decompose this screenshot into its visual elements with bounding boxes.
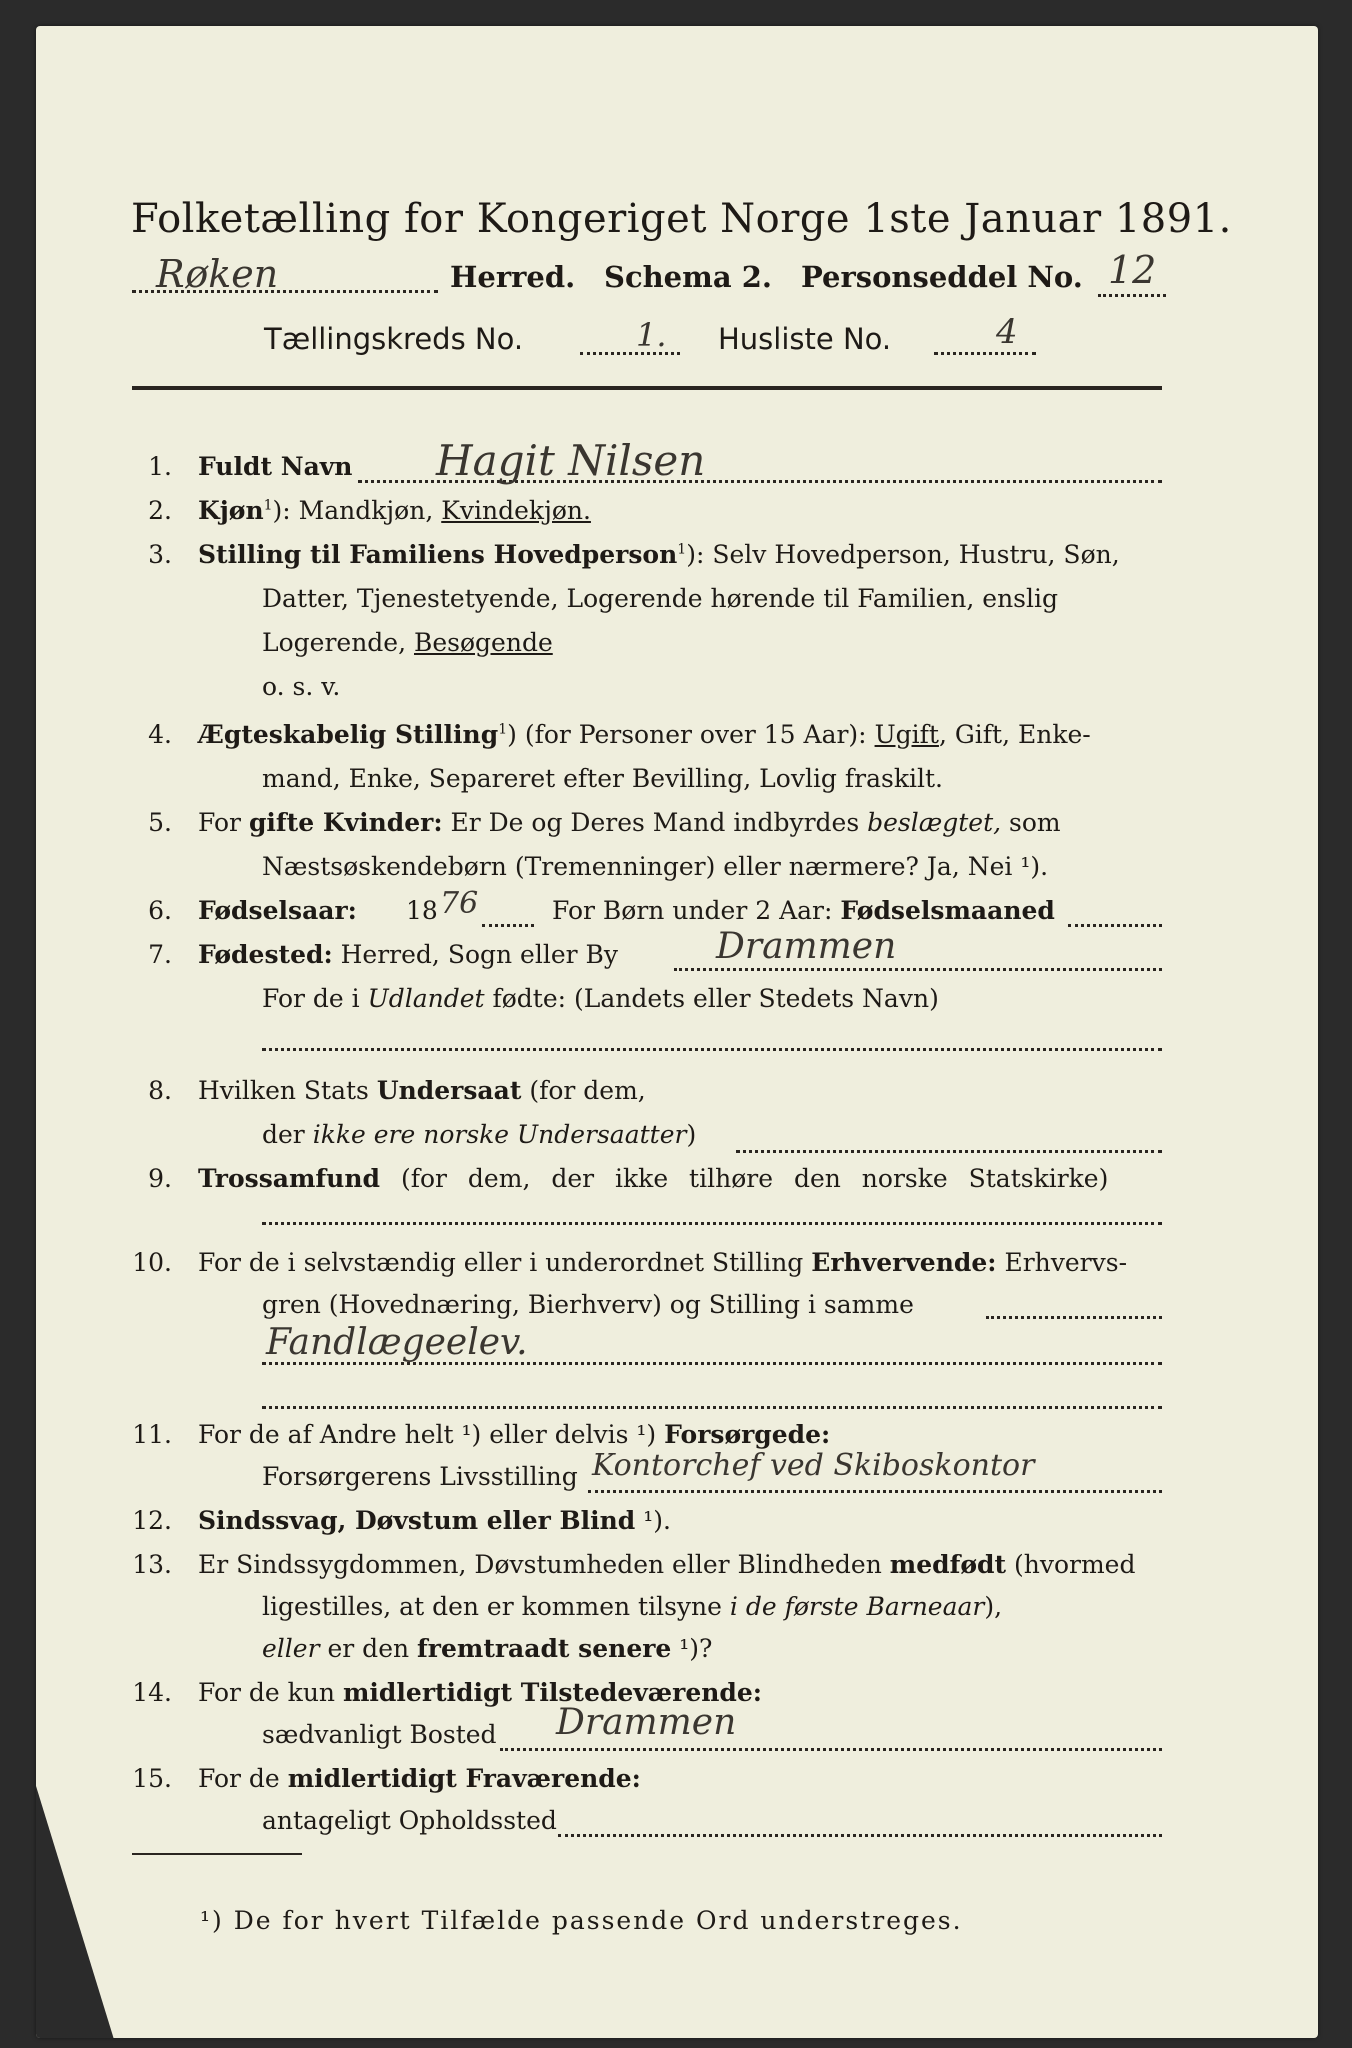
- footnote: ¹) De for hvert Tilfælde passende Ord understreges.: [200, 1906, 963, 1935]
- item-number: 8.: [148, 1076, 172, 1105]
- provider-occupation-value: Kontorchef ved Skiboskontor: [592, 1448, 1035, 1483]
- item-dotted-line: [674, 968, 1162, 971]
- item-number: 2.: [148, 496, 172, 525]
- item-number: 1.: [148, 452, 172, 481]
- item-text-line2: sædvanligt Bosted: [262, 1720, 497, 1749]
- torn-corner: [36, 1786, 116, 2038]
- underlined-option: Kvindekjøn.: [441, 496, 591, 525]
- item-text: (hvormed: [1006, 1550, 1136, 1579]
- item-text: ) (for Personer over 15 Aar):: [507, 720, 875, 749]
- husliste-label: Husliste No.: [718, 322, 892, 356]
- item-text: For de: [198, 1764, 288, 1793]
- item-italic: eller: [262, 1634, 320, 1663]
- personseddel-label: Personseddel No.: [801, 260, 1083, 294]
- footnote-ref: 1: [677, 541, 687, 558]
- item-text: Herred, Sogn eller By: [332, 940, 619, 969]
- item-text-line2: Datter, Tjenestetyende, Logerende hørende til Familien, enslig: [262, 584, 1059, 613]
- item-text: ¹).: [635, 1506, 671, 1535]
- birth-year-value: 76: [440, 886, 479, 921]
- item-label: gifte Kvinder:: [248, 808, 443, 837]
- item-label: Stilling til Familiens Hovedperson: [198, 540, 678, 569]
- item-text-line2: mand, Enke, Separeret efter Bevilling, Lovlig fraskilt.: [262, 764, 943, 793]
- item-italic: Udlandet: [367, 984, 485, 1013]
- item-number: 14.: [132, 1678, 172, 1707]
- underlined-option: Besøgende: [414, 628, 553, 657]
- item-label: Fødested:: [198, 940, 333, 969]
- item-number: 4.: [148, 720, 172, 749]
- item-text: ): Selv Hovedperson, Hustru, Søn,: [686, 540, 1120, 569]
- husliste-value: 4: [996, 312, 1018, 352]
- footnote-rule: [132, 1853, 302, 1855]
- birth-year-prefix: 18: [406, 896, 438, 925]
- item-text-line2: antageligt Opholdssted: [262, 1806, 557, 1835]
- full-name-value: Hagit Nilsen: [436, 436, 706, 485]
- item-label: Fødselsmaaned: [840, 896, 1055, 925]
- item-dotted-line: [1068, 924, 1162, 927]
- husliste-dotted-line: [934, 352, 1036, 355]
- form-title: Folketælling for Kongeriget Norge 1ste Januar 1891.: [131, 196, 1232, 242]
- item-number: 10.: [132, 1248, 172, 1277]
- item-dotted-line: [262, 1222, 1162, 1225]
- schema-label: Schema 2.: [604, 260, 772, 294]
- occupation-value: Fandlægeelev.: [266, 1322, 528, 1363]
- kreds-value: 1.: [636, 316, 667, 354]
- item-text: ): Mandkjøn,: [272, 496, 442, 525]
- footnote-ref: 1: [498, 721, 508, 738]
- item-label: medfødt: [889, 1550, 1007, 1579]
- item-label: Ægteskabelig Stilling: [198, 720, 499, 749]
- item-label: Trossamfund: [198, 1164, 381, 1193]
- personseddel-dotted-line: [1098, 294, 1166, 297]
- item-number: 5.: [148, 808, 172, 837]
- item-dotted-line: [262, 1048, 1162, 1051]
- item-dotted-line: [262, 1362, 1162, 1365]
- item-number: 6.: [148, 896, 172, 925]
- item-number: 15.: [132, 1764, 172, 1793]
- item-text: (for dem, der ikke tilhøre den norske Statskirke): [380, 1164, 1109, 1193]
- item-dotted-line: [588, 1490, 1162, 1493]
- birthplace-value: Drammen: [716, 926, 897, 967]
- personseddel-value: 12: [1108, 248, 1157, 292]
- item-text: For: [198, 808, 249, 837]
- item-text: Hvilken Stats: [198, 1076, 377, 1105]
- item-dotted-line: [262, 1406, 1162, 1409]
- item-italic: beslægtet,: [867, 808, 1002, 837]
- item-number: 7.: [148, 940, 172, 969]
- item-italic: i de første Barneaar: [729, 1592, 985, 1621]
- item-text: For de af Andre helt ¹) eller delvis ¹): [198, 1420, 665, 1449]
- item-label: Kjøn: [198, 496, 264, 525]
- item-text: For Børn under 2 Aar:: [552, 896, 841, 925]
- item-label: Fuldt Navn: [198, 452, 353, 481]
- item-text: Er Sindssygdommen, Døvstumheden eller Blindheden: [198, 1550, 890, 1579]
- item-label: Fødselsaar:: [198, 896, 357, 925]
- herred-handwritten: Røken: [156, 252, 279, 296]
- item-text: ),: [984, 1592, 1003, 1621]
- usual-residence-value: Drammen: [556, 1702, 737, 1743]
- item-italic: ikke ere norske Undersaatter: [312, 1120, 687, 1149]
- item-dotted-line: [482, 924, 534, 927]
- item-dotted-line: [500, 1748, 1162, 1751]
- underlined-option: Ugift: [874, 720, 939, 749]
- item-text: Er De og Deres Mand indbyrdes: [442, 808, 868, 837]
- kreds-label: Tællingskreds No.: [264, 322, 524, 356]
- item-label: midlertidigt Tilstedeværende:: [342, 1678, 763, 1707]
- item-label: midlertidigt Fraværende:: [287, 1764, 641, 1793]
- item-text: fødte: (Landets eller Stedets Navn): [484, 984, 939, 1013]
- item-text: ¹)?: [671, 1634, 713, 1663]
- item-label: fremtraadt senere: [417, 1634, 672, 1663]
- item-label: Undersaat: [376, 1076, 522, 1105]
- item-text-line2: Forsørgerens Livsstilling: [262, 1462, 578, 1491]
- item-text: For de kun: [198, 1678, 343, 1707]
- census-form-page: [36, 26, 1318, 2038]
- item-number: 13.: [132, 1550, 172, 1579]
- item-text-line2: gren (Hovednæring, Bierhverv) og Stilling i samme: [262, 1290, 914, 1319]
- item-text: som: [1001, 808, 1061, 837]
- item-number: 9.: [148, 1164, 172, 1193]
- item-label: Sindssvag, Døvstum eller Blind: [198, 1506, 636, 1535]
- header-rule: [132, 386, 1162, 390]
- item-text: , Gift, Enke-: [938, 720, 1091, 749]
- footnote-ref: 1: [263, 497, 273, 514]
- item-text: der: [262, 1120, 313, 1149]
- item-text: For de i: [262, 984, 368, 1013]
- item-number: 11.: [132, 1420, 172, 1449]
- item-text: ): [686, 1120, 697, 1149]
- item-text: (for dem,: [521, 1076, 646, 1105]
- item-text-line3: Logerende,: [262, 628, 414, 657]
- item-dotted-line: [558, 1834, 1162, 1837]
- item-text: er den: [319, 1634, 418, 1663]
- item-text-line2: Næstsøskendebørn (Tremenninger) eller nærmere? Ja, Nei ¹).: [262, 852, 1049, 881]
- item-text: Erhvervs-: [996, 1248, 1128, 1277]
- item-number: 3.: [148, 540, 172, 569]
- herred-label: Herred.: [450, 260, 576, 294]
- item-text: For de i selvstændig eller i underordnet Stilling: [198, 1248, 812, 1277]
- item-text-line4: o. s. v.: [262, 672, 341, 701]
- item-label: Erhvervende:: [811, 1248, 997, 1277]
- item-text: ligestilles, at den er kommen tilsyne: [262, 1592, 730, 1621]
- item-label: Forsørgede:: [664, 1420, 831, 1449]
- item-dotted-line: [736, 1150, 1162, 1153]
- item-dotted-line: [986, 1316, 1162, 1319]
- item-number: 12.: [132, 1506, 172, 1535]
